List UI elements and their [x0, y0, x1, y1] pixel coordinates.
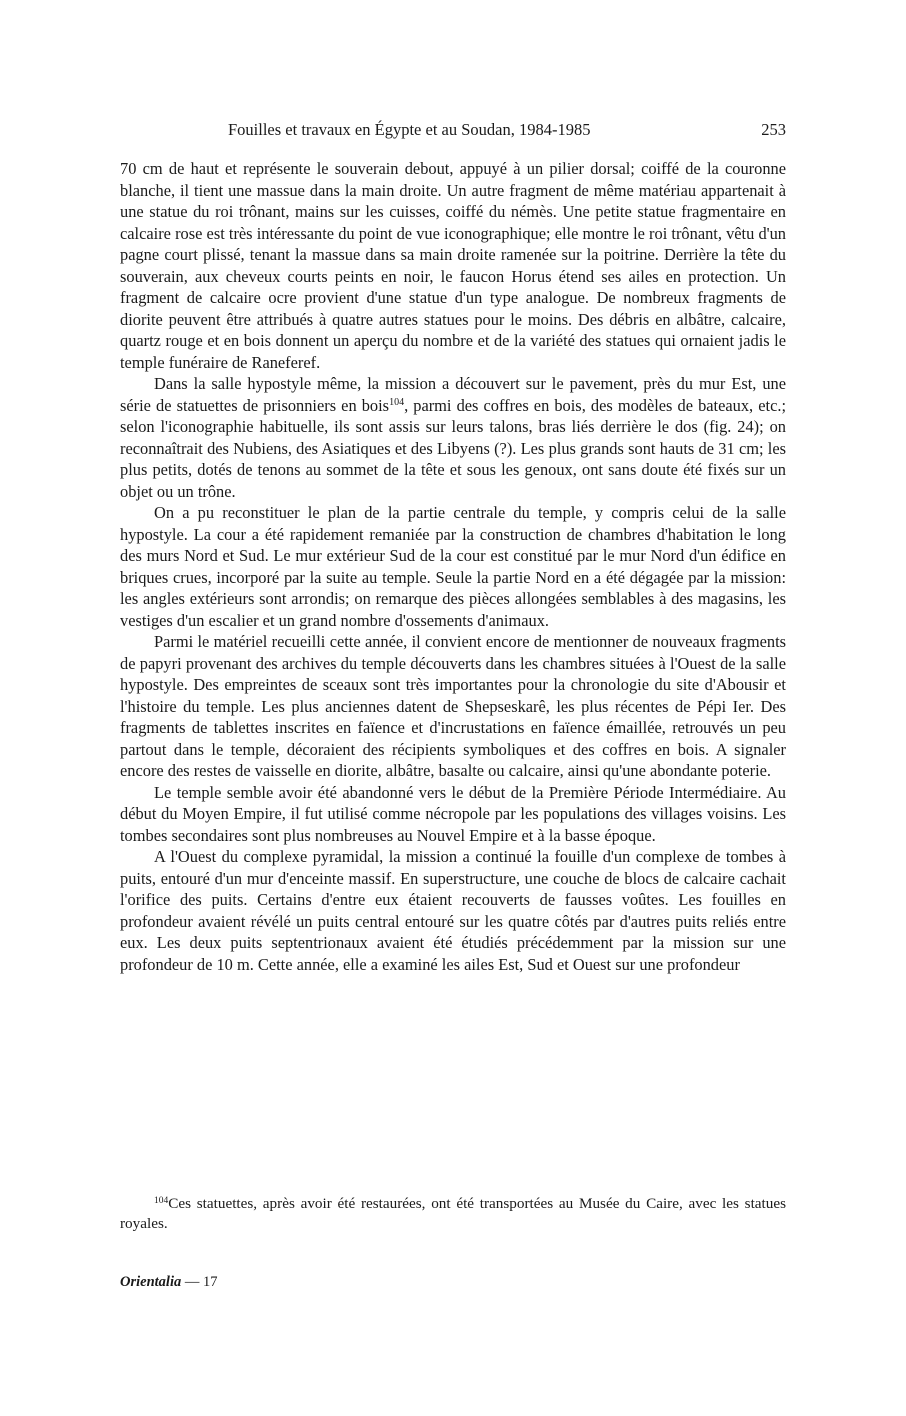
journal-name: Orientalia — [120, 1274, 182, 1290]
paragraph-2-text-before: Dans la salle hypostyle même, la mission a découvert sur le pavement, près du mur Est, une série de statuettes de prisonniers en bois — [120, 374, 786, 415]
footnote-number: 104 — [154, 1196, 169, 1206]
signature-separator: — — [181, 1274, 203, 1290]
signature-sheet-number: 17 — [202, 1274, 218, 1290]
printer-signature — [120, 1272, 217, 1292]
paragraph-2-text-after: , parmi des coffres en bois, des modèles de bateaux, etc.; selon l'iconographie habituelle, ils sont assis sur leurs talons, bras liés derrière le dos (fig. 24); on reconnaîtrait des Nubiens, des Asiatiques et des Libyens (?). Les plus grands sont hauts de 31 cm; les plus petits, dotés de tenons au sommet de la tête et sous les genoux, ont sans doute été fixés sur un objet ou un trône. — [120, 395, 787, 501]
running-title: Fouilles et travaux en Égypte et au Soudan, 1984-1985 — [228, 120, 591, 139]
paragraph-3: On a pu reconstituer le plan de la partie centrale du temple, y compris celui de la salle hypostyle. La cour a été rapidement remaniée par la construction de chambres d'habitation le long des murs Nord et Sud. Le mur extérieur Sud de la cour est constitué par le mur Nord d'un édifice en briques crues, incorporé par la suite au temple. Seule la partie Nord en a été dégagée par la mission: les angles extérieurs sont arrondis; on remarque des pièces allongées semblables à des magasins, les vestiges d'un escalier et un grand nombre d'ossements d'animaux. — [120, 503, 786, 630]
footnote-104 — [120, 1194, 786, 1234]
footnote-reference[interactable]: 104 — [389, 396, 405, 408]
page-number: 253 — [761, 120, 786, 139]
paragraph-4: Parmi le matériel recueilli cette année, il convient encore de mentionner de nouveaux fragments de papyri provenant des archives du temple découverts dans les chambres situées à l'Ouest de la salle hypostyle. Des empreintes de sceaux sont très importantes pour la chronologie du site d'Abousir et l'histoire du temple. Les plus anciennes datent de Shepseskarê, les plus récentes de Pépi Ier. Des fragments de tablettes inscrites en faïence et d'incrustations en faïence émaillée, retrouvés un peu partout dans le temple, décoraient des récipients symboliques et des coffres en bois. A signaler encore des restes de vaisselle en diorite, albâtre, basalte ou calcaire, ainsi qu'une abondante poterie. — [120, 632, 786, 780]
body-text — [120, 158, 786, 975]
footnote-text: Ces statuettes, après avoir été restaurées, ont été transportées au Musée du Caire, avec les statues royales. — [120, 1195, 786, 1232]
paragraph-1: 70 cm de haut et représente le souverain debout, appuyé à un pilier dorsal; coiffé de la couronne blanche, il tient une massue dans la main droite. Un autre fragment de même matériau appartenait à une statue du roi trônant, mains sur les cuisses, coiffé du némès. Une petite statue fragmentaire en calcaire rose est très intéressante du point de vue iconographique; elle montre le roi trônant, vêtu d'un pagne court plissé, tenant la massue dans sa main droite ramenée sur la poitrine. Derrière la tête du souverain, aux cheveux courts peints en noir, le faucon Horus étend ses ailes en protection. Un fragment de calcaire ocre provient d'une statue d'un type analogue. De nombreux fragments de diorite peuvent être attribués à quatre autres statues pour le moins. Des débris en albâtre, calcaire, quartz rouge et en bois donnent un aperçu du nombre et de la variété des statues qui ornaient jadis le temple funéraire de Raneferef. — [120, 159, 786, 372]
footnote — [120, 1194, 786, 1234]
paragraph-2 — [120, 373, 786, 502]
paragraph-5: Le temple semble avoir été abandonné vers le début de la Première Période Intermédiaire. Au début du Moyen Empire, il fut utilisé comme nécropole par les populations des villages voisins. Les tombes secondaires sont plus nombreuses au Nouvel Empire et à la basse époque. — [120, 782, 786, 845]
paragraph-6: A l'Ouest du complexe pyramidal, la mission a continué la fouille d'un complexe de tombes à puits, entouré d'un mur d'enceinte massif. En superstructure, une couche de blocs de calcaire cachait l'orifice des puits. Certains d'entre eux étaient recouverts de fausses voûtes. Les fouilles en profondeur avaient révélé un puits central entouré sur les quatre côtés par d'autres puits reliés entre eux. Les deux puits septentrionaux avaient été étudiés précédemment par la mission sur une profondeur de 10 m. Cette année, elle a examiné les ailes Est, Sud et Ouest sur une profondeur — [120, 847, 786, 974]
running-head — [120, 119, 786, 141]
